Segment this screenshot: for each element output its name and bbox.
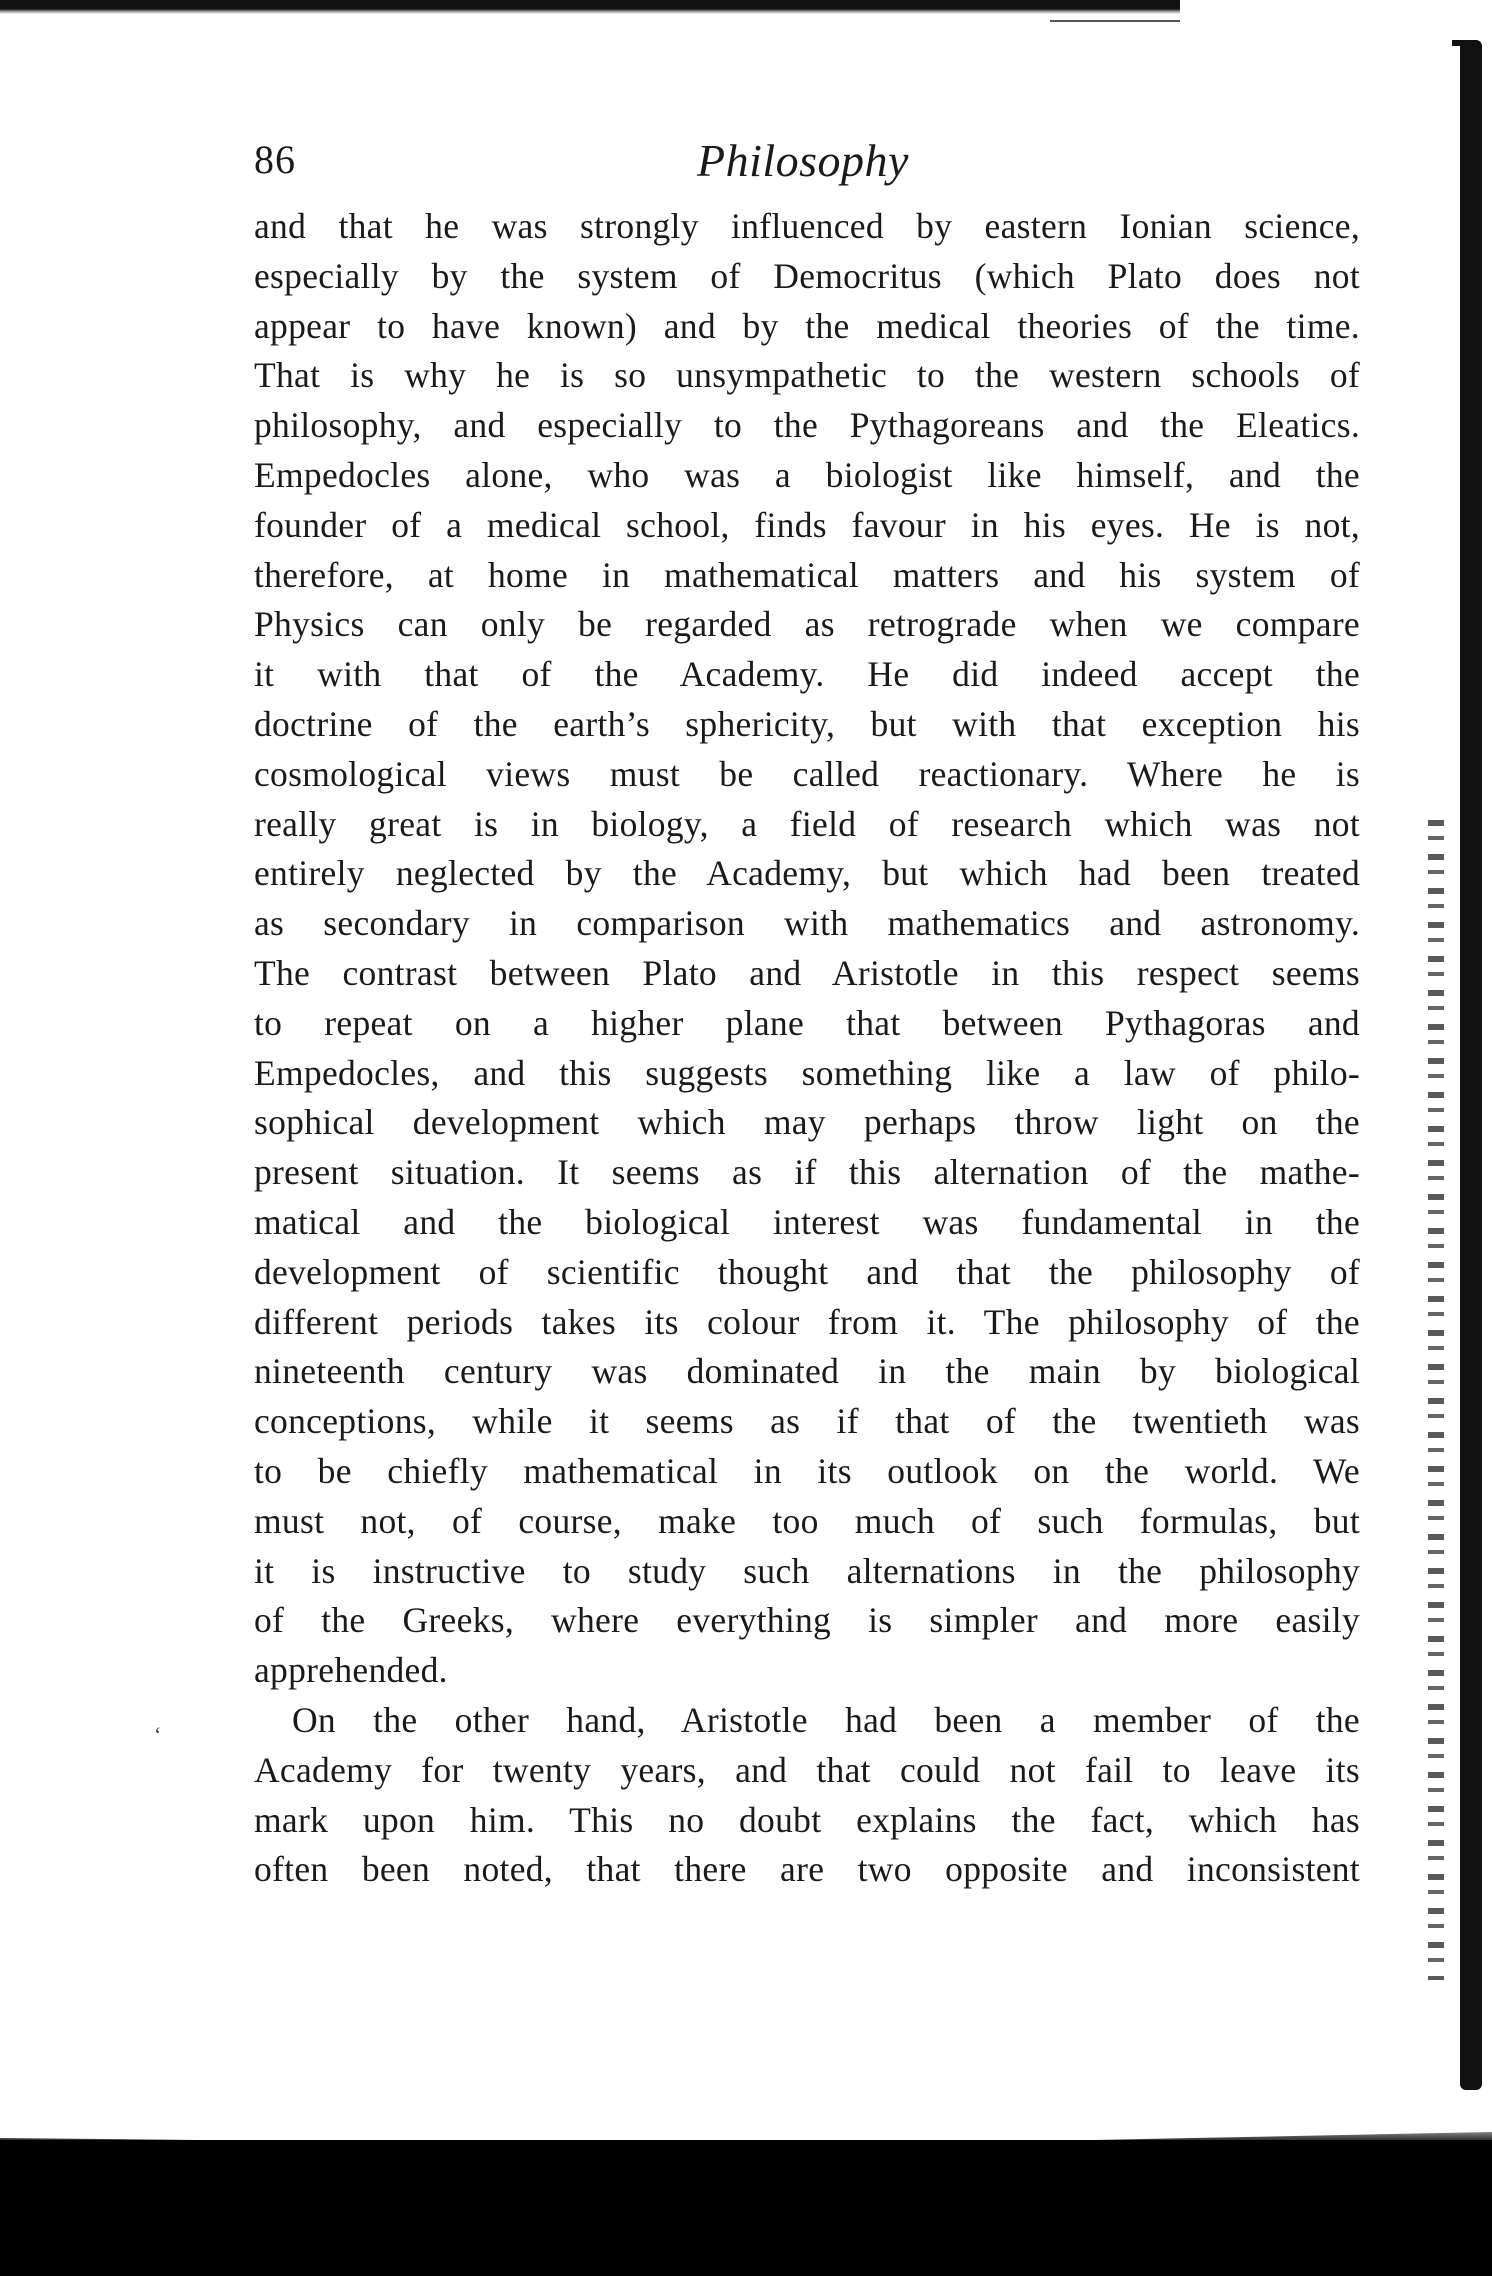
margin-mark: ‘ [154, 1722, 162, 1747]
text-line: really great is in biology, a field of research which was not [254, 803, 1360, 844]
text-line: to be chiefly mathematical in its outlook on the world. We [254, 1450, 1360, 1491]
text-line: cosmological views must be called reactionary. Where he is [254, 753, 1360, 794]
text-line: it with that of the Academy. He did indeed accept the [254, 654, 1360, 695]
text-line: Empedocles alone, who was a biologist like himself, and the [254, 454, 1360, 495]
body-text [254, 202, 1360, 1895]
text-line: as secondary in comparison with mathematics and astronomy. [254, 903, 1360, 944]
text-line: doctrine of the earth’s sphericity, but with that exception his [254, 703, 1360, 744]
text-line: often been noted, that there are two opposite and inconsistent [254, 1849, 1360, 1890]
running-head [254, 120, 1360, 200]
text-line: matical and the biological interest was fundamental in the [254, 1201, 1360, 1242]
running-title: Philosophy [697, 135, 909, 186]
page-number: 86 [254, 137, 296, 182]
text-line: different periods takes its colour from it. The philosophy of the [254, 1301, 1360, 1342]
text-line: especially by the system of Democritus (which Plato does not [254, 255, 1360, 296]
text-line: development of scientific thought and that the philosophy of [254, 1251, 1360, 1292]
text-line: appear to have known) and by the medical theories of the time. [254, 305, 1360, 346]
text-line: present situation. It seems as if this alternation of the mathe- [254, 1152, 1360, 1193]
text-line: Empedocles, and this suggests something like a law of philo- [254, 1052, 1360, 1093]
text-line: philosophy, and especially to the Pythagoreans and the Eleatics. [254, 405, 1360, 446]
text-line: to repeat on a higher plane that between Pythagoras and [254, 1002, 1360, 1043]
text-line: That is why he is so unsympathetic to the western schools of [254, 355, 1360, 396]
text-line: and that he was strongly influenced by eastern Ionian science, [254, 206, 1360, 246]
scan-bottom-edge [0, 2140, 1492, 2276]
text-line: The contrast between Plato and Aristotle in this respect seems [254, 952, 1360, 993]
scan-right-shadow [1460, 40, 1482, 2090]
text-line: sophical development which may perhaps throw light on the [254, 1102, 1360, 1143]
text-line: Physics can only be regarded as retrograde when we compare [254, 604, 1360, 645]
scan-right-edge [1446, 0, 1492, 2100]
text-line: must not, of course, make too much of such formulas, but [254, 1500, 1360, 1541]
text-line: of the Greeks, where everything is simpler and more easily [254, 1600, 1360, 1641]
text-line: conceptions, while it seems as if that of the twentieth was [254, 1401, 1360, 1442]
text-line: entirely neglected by the Academy, but which had been treated [254, 853, 1360, 894]
scan-top-hairline [1050, 20, 1180, 22]
text-line: it is instructive to study such alternations in the philosophy [254, 1550, 1360, 1591]
scan-right-notch [1452, 40, 1468, 46]
scan-top-edge [0, 0, 1180, 14]
paragraph-end-line: apprehended. [254, 1650, 448, 1691]
text-line: mark upon him. This no doubt explains the fact, which has [254, 1799, 1360, 1840]
book-page [254, 120, 1360, 1895]
text-line: therefore, at home in mathematical matters and his system of [254, 554, 1360, 595]
text-line: founder of a medical school, finds favour in his eyes. He is not, [254, 504, 1360, 545]
scan-binding-specks [1428, 820, 1444, 1980]
text-line: nineteenth century was dominated in the main by biological [254, 1351, 1360, 1392]
paragraph-start-line: On the other hand, Aristotle had been a member of the [292, 1699, 1360, 1740]
text-line: Academy for twenty years, and that could not fail to leave its [254, 1749, 1360, 1790]
